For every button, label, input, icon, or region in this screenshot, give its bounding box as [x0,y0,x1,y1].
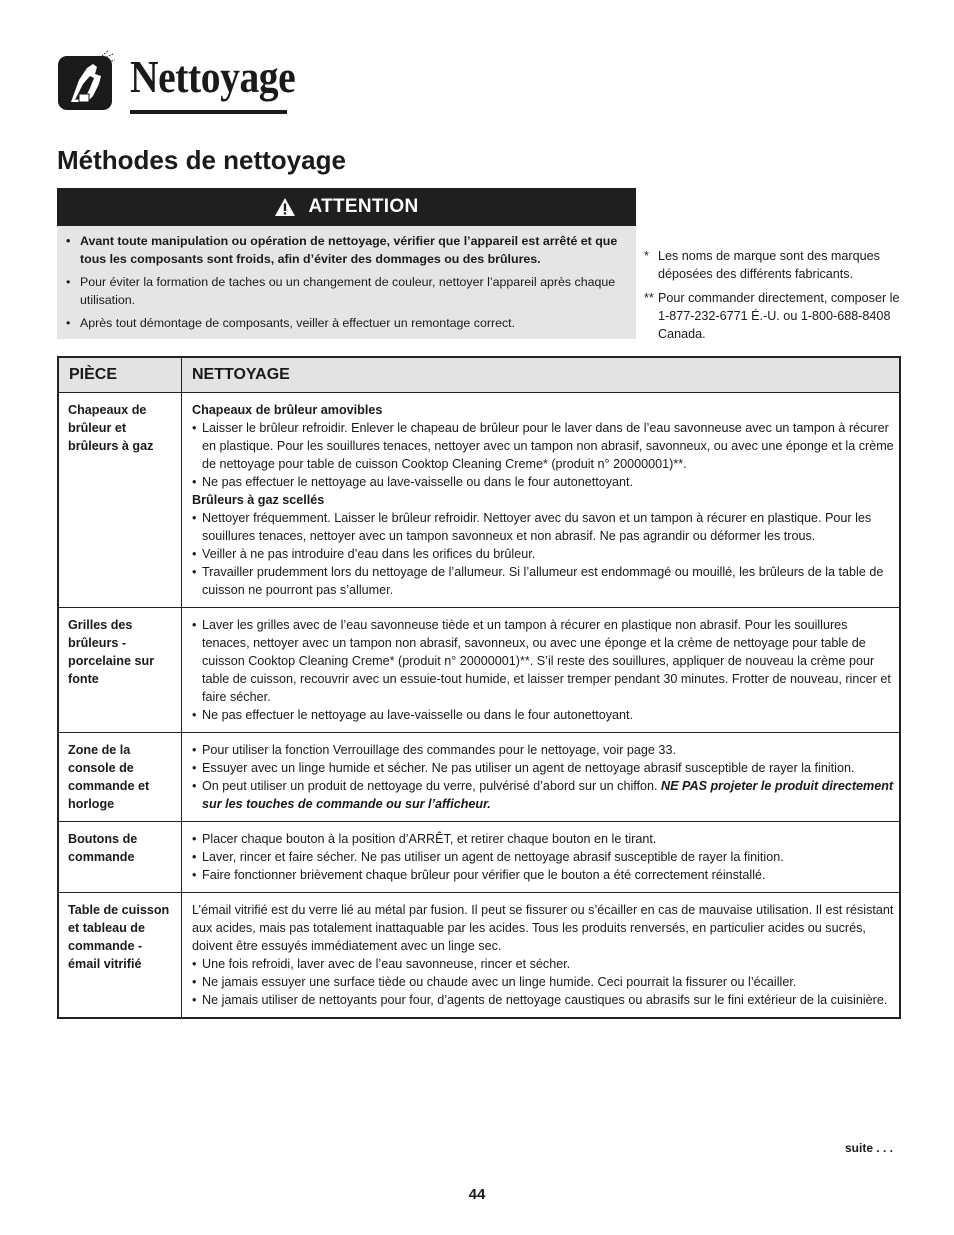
list-item: • Pour utiliser la fonction Verrouillage des commandes pour le nettoyage, voir page 33. [192,741,895,759]
bullet-list [192,509,895,599]
cleaning-cell [182,733,901,822]
attention-header [57,188,636,226]
footnote [644,289,904,343]
bullet-list [192,741,895,813]
list-item: • Faire fonctionner brièvement chaque brûleur pour vérifier que le bouton a été correctement réinstallé. [192,866,895,884]
table-row [58,822,900,893]
list-item: • Laver, rincer et faire sécher. Ne pas utiliser un agent de nettoyage abrasif susceptible de rayer la finition. [192,848,895,866]
list-item: • Essuyer avec un linge humide et sécher. Ne pas utiliser un agent de nettoyage abrasif susceptible de rayer la finition. [192,759,895,777]
column-header-cleaning: NETTOYAGE [182,357,901,393]
table-row [58,608,900,733]
bullet-list [192,419,895,491]
list-item: • Avant toute manipulation ou opération de nettoyage, vérifier que l’appareil est arrêté et que tous les composants sont froids, afin d’éviter des dommages ou des brûlures. [57,232,636,268]
part-cell: Table de cuisson et tableau de commande - émail vitrifié [58,893,182,1019]
attention-label: ATTENTION [308,196,419,217]
footnote-text: Les noms de marque sont des marques déposées des différents fabricants. [658,249,880,281]
cleaning-table [57,356,901,1019]
list-item: • Ne pas effectuer le nettoyage au lave-vaisselle ou dans le four autonettoyant. [192,473,895,491]
part-cell: Boutons de commande [58,822,182,893]
cleaning-hand-icon [57,50,115,112]
list-item: • Ne jamais utiliser de nettoyants pour four, d’agents de nettoyage caustiques ou abrasifs sur le fini extérieur de la cuisinière. [192,991,895,1009]
intro-text: L’émail vitrifié est du verre lié au métal par fusion. Il peut se fissurer ou s’écailler en cas de mauvaise utilisation. Il est résistant aux acides, mais pas totalement inattaquable par les acides. Tous les produits renversés, en particulier acides ou sucrés, doivent être essuyés immédiatement avec un linge sec. [192,903,894,953]
footnote [644,247,904,283]
subheading: Chapeaux de brûleur amovibles [192,403,383,417]
cleaning-cell [182,608,901,733]
emphasis-text: NE PAS projeter le produit directement sur les touches de commande ou sur l’afficheur. [202,779,894,811]
column-header-part: PIÈCE [58,357,182,393]
table-row [58,893,900,1019]
footnote-mark: * [644,249,649,263]
list-item: • Après tout démontage de composants, veiller à effectuer un remontage correct. [57,314,636,332]
bullet-list [192,616,895,724]
table-row [58,393,900,608]
attention-list [57,232,636,337]
table-header-row [58,357,900,393]
list-item: • Ne jamais essuyer une surface tiède ou chaude avec un linge humide. Ceci pourrait la fissurer ou l’écailler. [192,973,895,991]
list-item: • Ne pas effectuer le nettoyage au lave-vaisselle ou dans le four autonettoyant. [192,706,895,724]
footnote-mark: ** [644,291,654,305]
attention-box [57,188,636,339]
subheading: Brûleurs à gaz scellés [192,493,325,507]
footnote-text: Pour commander directement, composer le 1-877-232-6771 É.-U. ou 1-800-688-8408 Canada. [658,291,900,341]
page-number: 44 [468,1186,486,1203]
list-item: • Laisser le brûleur refroidir. Enlever le chapeau de brûleur pour le laver dans de l’eau savonneuse avec un tampon à récurer en plastique. Pour les souillures tenaces, nettoyer avec un tampon non abrasif, savonneux, ou avec une éponge et la crème de nettoyage pour table de cuisson Cooktop Cleaning Creme* (produit n° 20000001)**. [192,419,895,473]
list-item: • Travailler prudemment lors du nettoyage de l’allumeur. Si l’allumeur est endommagé ou mouillé, les brûleurs de la table de cuisson ne pourront pas s’allumer. [192,563,895,599]
page-title: Méthodes de nettoyage [57,145,346,175]
title-underline [130,110,287,114]
footnotes [644,247,904,349]
list-item: • Nettoyer fréquemment. Laisser le brûleur refroidir. Nettoyer avec du savon et un tampon à récurer en plastique. Pour les souillures tenaces, nettoyer avec un tampon savonneux et non abrasif. Ne pas agrandir ou déformer les trous. [192,509,895,545]
part-cell: Zone de la console de commande et horloge [58,733,182,822]
list-item: • Une fois refroidi, laver avec de l’eau savonneuse, rincer et sécher. [192,955,895,973]
part-cell: Chapeaux de brûleur et brûleurs à gaz [58,393,182,608]
list-item [192,777,895,813]
warning-triangle-icon [274,197,296,217]
bullet-list [192,955,895,1009]
list-item: • Pour éviter la formation de taches ou un changement de couleur, nettoyer l’appareil après chaque utilisation. [57,273,636,309]
list-item: • Laver les grilles avec de l’eau savonneuse tiède et un tampon à récurer en plastique non abrasif. Pour les souillures tenaces, nettoyer avec un tampon non abrasif, savonneux, ou avec une éponge et la crème de nettoyage pour table de cuisson Cooktop Cleaning Creme* (produit n° 20000001)**. S’il reste des souillures, appliquer de nouveau la crème pour table de cuisson, recouvrir avec un essuie-tout humide, et laisser tremper pendant 30 minutes. Frotter de nouveau, rincer et faire sécher. [192,616,895,706]
bullet-list [192,830,895,884]
continued-label: suite . . . [845,1141,894,1155]
part-cell: Grilles des brûleurs - porcelaine sur fonte [58,608,182,733]
cleaning-cell [182,893,901,1019]
table-row [58,733,900,822]
cleaning-cell [182,822,901,893]
item-text: On peut utiliser un produit de nettoyage du verre, pulvérisé d’abord sur un chiffon. [202,779,658,793]
cleaning-cell [182,393,901,608]
section-title: Nettoyage [130,51,296,102]
list-item: • Placer chaque bouton à la position d’ARRÊT, et retirer chaque bouton en le tirant. [192,830,895,848]
list-item: • Veiller à ne pas introduire d’eau dans les orifices du brûleur. [192,545,895,563]
